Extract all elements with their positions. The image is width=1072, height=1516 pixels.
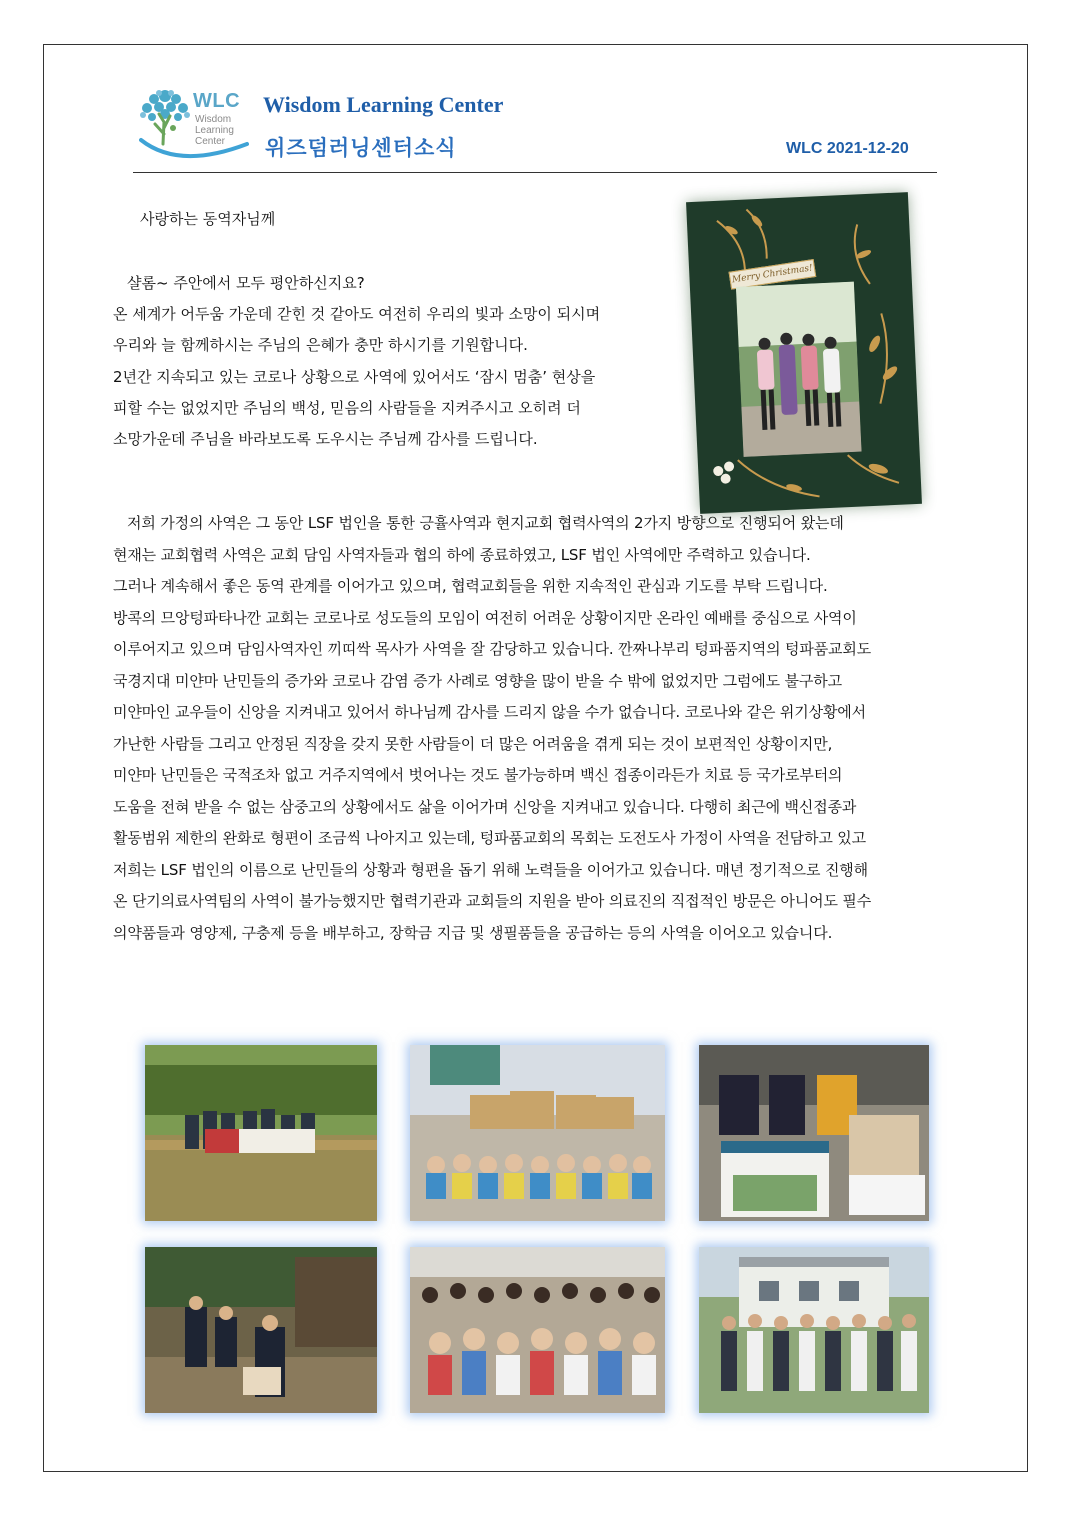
christmas-group-photo <box>736 282 862 457</box>
text-line: 미얀마 난민들은 국적조차 없고 거주지역에서 벗어나는 것도 불가능하며 백신 접종이라든가 치료 등 국가로부터의 <box>113 766 843 784</box>
text-line: 우리와 늘 함께하시는 주님의 은혜가 충만 하시기를 기원합니다. <box>113 336 528 355</box>
issue-date: WLC 2021-12-20 <box>786 140 909 157</box>
logo-subtitle-line: Learning <box>195 125 234 136</box>
text-line: 도움을 전혀 받을 수 없는 삼중고의 상황에서도 삶을 이어가며 신앙을 지켜내고 있습니다. 다행히 최근에 백신접종과 <box>113 797 857 816</box>
paragraph-greeting <box>113 268 600 455</box>
text-line: 이루어지고 있으며 담임사역자인 끼띠싹 목사가 사역을 잘 감당하고 있습니다. 깐짜나부리 텅파품지역의 텅파품교회도 <box>113 640 872 658</box>
text-line: 국경지대 미얀마 난민들의 증가와 코로나 감염 증가 사례로 영향을 많이 받을 수 밖에 없었지만 그럼에도 불구하고 <box>113 671 842 690</box>
christmas-label: Merry Christmas! <box>729 259 817 290</box>
gallery-photo-children-boxes <box>410 1045 665 1221</box>
text-line: 저희는 LSF 법인의 이름으로 난민들의 상황과 형편을 돕기 위해 노력들을 이어가고 있습니다. 매년 정기적으로 진행해 <box>113 860 868 879</box>
logo-text: WLC <box>193 90 241 112</box>
logo-subtitle-line: Wisdom <box>195 114 232 125</box>
gallery-photo-village-visit <box>145 1247 377 1413</box>
text-line: 가난한 사람들 그리고 안정된 직장을 갖지 못한 사람들이 더 많은 어려움을 겪게 되는 것이 보편적인 상황이지만, <box>113 734 833 753</box>
logo-subtitle-line: Center <box>195 136 226 147</box>
gallery-photo-supply-distribution <box>699 1045 929 1221</box>
logo-swoosh <box>139 136 249 166</box>
text-line: 온 세계가 어두움 가운데 갇힌 것 같아도 여전히 우리의 빛과 소망이 되시며 <box>113 305 601 324</box>
paragraph-ministry-update <box>113 508 871 949</box>
org-name-english: Wisdom Learning Center <box>263 92 504 117</box>
gallery-photo-group-outdoor <box>145 1045 377 1221</box>
header-divider <box>133 172 937 173</box>
org-name-korean: 위즈덤러닝센터소식 <box>265 136 457 160</box>
wlc-logo <box>135 84 255 166</box>
text-line: 의약품들과 영양제, 구충제 등을 배부하고, 장학금 지급 및 생필품들을 공급하는 등의 사역을 이어오고 있습니다. <box>113 923 833 942</box>
text-line: 피할 수는 없었지만 주님의 백성, 믿음의 사람들을 지켜주시고 오히려 더 <box>113 398 581 417</box>
text-line: 그러나 계속해서 좋은 동역 관계를 이어가고 있으며, 협력교회들을 위한 지속적인 관심과 기도를 부탁 드립니다. <box>113 577 828 595</box>
text-line: 소망가운데 주님을 바라보도록 도우시는 주님께 감사를 드립니다. <box>113 430 538 449</box>
gallery-photo-group-house <box>699 1247 929 1413</box>
gallery-photo-children-crowd <box>410 1247 665 1413</box>
text-line: 활동범위 제한의 완화로 형편이 조금씩 나아지고 있는데, 텅파품교회의 목회는 도전도사 가정이 사역을 전담하고 있고 <box>113 829 866 847</box>
text-line: 미얀마인 교우들이 신앙을 지켜내고 있어서 하나님께 감사를 드리지 않을 수가 없습니다. 코로나와 같은 위기상황에서 <box>113 703 866 721</box>
text-line: 현재는 교회협력 사역은 교회 담임 사역자들과 협의 하에 종료하였고, LSF 법인 사역에만 주력하고 있습니다. <box>113 545 811 564</box>
text-line: 샬롬~ 주안에서 모두 평안하신지요? <box>127 274 365 292</box>
christmas-card-photo <box>686 192 922 514</box>
text-line: 2년간 지속되고 있는 코로나 상황으로 사역에 있어서도 ‘잠시 멈춤’ 현상을 <box>113 367 596 386</box>
text-line: 온 단기의료사역팀의 사역이 불가능했지만 협력기관과 교회들의 지원을 받아 의료진의 직접적인 방문은 아니어도 필수 <box>113 892 872 910</box>
salutation: 사랑하는 동역자님께 <box>140 210 276 228</box>
text-line: 방콕의 므앙텅파타나깐 교회는 코로나로 성도들의 모임이 여전히 어려운 상황이지만 온라인 예배를 중심으로 사역이 <box>113 608 857 627</box>
text-line: 저희 가정의 사역은 그 동안 LSF 법인을 통한 긍휼사역과 현지교회 협력사역의 2가지 방향으로 진행되어 왔는데 <box>127 514 844 532</box>
